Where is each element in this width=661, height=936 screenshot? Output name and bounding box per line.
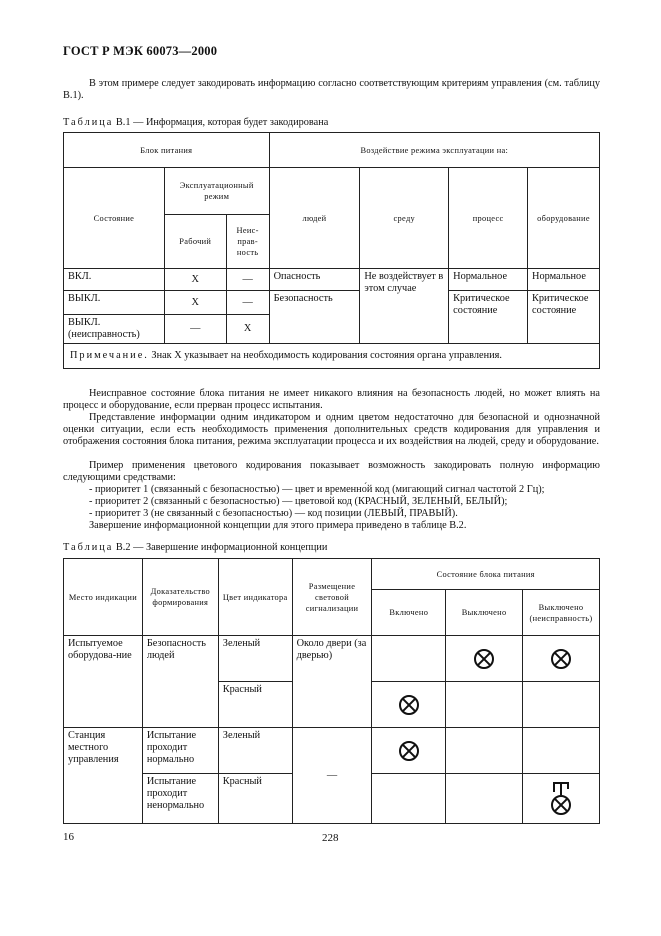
t1-row1-faulty: — <box>226 269 269 291</box>
t1-header-env: среду <box>360 168 449 269</box>
t2-header-proof: Доказательство формирования <box>142 559 218 636</box>
t1-row1-process: Нормальное <box>449 269 528 291</box>
t1-header-power: Блок питания <box>64 133 270 168</box>
t2-r3-off <box>446 728 523 774</box>
t2-r1-off-fault <box>522 636 599 682</box>
priority-item-3: - приоритет 3 (не связанный с безопасностью) — код позиции (ЛЕВЫЙ, ПРАВЫЙ). <box>89 508 458 519</box>
t1-env-merged: Не воздействует в этом случае <box>360 269 449 344</box>
priority-item-2: - приоритет 2 (связанный с безопасностью) — цветовой код (КРАСНЫЙ, ЗЕЛЕНЫЙ, БЕЛЫЙ); <box>89 496 508 507</box>
t2-proof-normal: Испытание проходит нормально <box>142 728 218 774</box>
t1-row3-working: — <box>164 315 226 344</box>
t2-place-station: Станция местного управления <box>64 728 143 824</box>
indicator-lamp-icon <box>550 648 572 670</box>
t1-header-process: процесс <box>449 168 528 269</box>
flashing-lamp-icon <box>548 780 574 818</box>
t2-header-color: Цвет индикатора <box>218 559 292 636</box>
table-b1 <box>63 132 600 369</box>
t1-note <box>64 344 600 369</box>
t1-row3-faulty: X <box>226 315 269 344</box>
t1-header-faulty: Неис-прав-ность <box>226 215 269 269</box>
t2-color-green-2: Зеленый <box>218 728 292 774</box>
t2-header-off-fault: Выключено (неисправность) <box>522 590 599 636</box>
t2-r1-on <box>372 636 446 682</box>
t2-position-door: Около двери (за дверью) <box>292 636 372 728</box>
t2-r3-off-fault <box>522 728 599 774</box>
table2-caption-word: Таблица <box>63 542 114 553</box>
t1-header-working: Рабочий <box>164 215 226 269</box>
t1-row2-people: Безопасность <box>269 291 360 344</box>
t2-header-place: Место индикации <box>64 559 143 636</box>
t2-color-red-1: Красный <box>218 682 292 728</box>
t1-row1-state: ВКЛ. <box>64 269 165 291</box>
table-b2 <box>63 558 600 824</box>
t1-header-mode: Эксплуатационный режим <box>164 168 269 215</box>
t1-row2-equip: Критическое состояние <box>528 291 600 344</box>
table1-caption-text: В.1 — Информация, которая будет закодирована <box>113 117 329 128</box>
t2-header-on: Включено <box>372 590 446 636</box>
t2-color-green-1: Зеленый <box>218 636 292 682</box>
t2-proof-abnormal: Испытание проходит ненормально <box>142 774 218 824</box>
table2-caption <box>63 542 327 553</box>
t1-row2-working: X <box>164 291 226 315</box>
t2-header-position: Размещение световой сигнализации <box>292 559 372 636</box>
t1-row3-state: ВЫКЛ. (неисправность) <box>64 315 165 344</box>
t1-header-state: Состояние <box>64 168 165 269</box>
document-header: ГОСТ Р МЭК 60073—2000 <box>63 44 218 58</box>
t1-row2-process: Критическое состояние <box>449 291 528 344</box>
page-number-center: 228 <box>322 832 339 844</box>
t1-row1-working: X <box>164 269 226 291</box>
t1-header-equip: оборудование <box>528 168 600 269</box>
t2-proof-safety: Безопасность людей <box>142 636 218 728</box>
indicator-lamp-icon <box>398 694 420 716</box>
t1-header-people: людей <box>269 168 360 269</box>
t2-color-red-2: Красный <box>218 774 292 824</box>
t2-r4-off-fault <box>522 774 599 824</box>
t2-r1-off <box>446 636 523 682</box>
t2-r2-on <box>372 682 446 728</box>
indicator-lamp-icon <box>473 648 495 670</box>
t2-r4-on <box>372 774 446 824</box>
t2-place-equipment: Испытуемое оборудова-ние <box>64 636 143 728</box>
t2-header-status: Состояние блока питания <box>372 559 600 590</box>
table1-caption-word: Таблица <box>63 117 114 128</box>
paragraph-4: Пример применения цветового кодирования показывает возможность закодировать полную информацию следующими средствами: <box>63 460 600 483</box>
paragraph-2: Неисправное состояние блока питания не имеет никакого влияния на безопасность людей, но может влиять на процесс и оборудование, если прерван процесс испытания. <box>63 388 600 411</box>
paragraph-3: Представление информации одним индикатором и одним цветом недостаточно для безопасной и однозначной оценки ситуации, если есть необходимость применения дополнительных средств кодирования для управления и отображения состояния блока питания, режима эксплуатации процесса и их воздействия на людей, среду и оборудование. <box>63 412 600 447</box>
t1-note-text: Знак X указывает на необходимость кодирования состояния органа управления. <box>148 350 502 361</box>
t2-header-off: Выключено <box>446 590 523 636</box>
priority-item-1: - приоритет 1 (связанный с безопасностью) — цвет и временно́й код (мигающий сигнал частотой 2 Гц); <box>89 484 545 495</box>
t1-note-word: Примечание. <box>70 350 149 361</box>
intro-paragraph: В этом примере следует закодировать информацию согласно соответствующим критериям управления (см. таблицу В.1). <box>63 78 600 101</box>
t2-r4-off <box>446 774 523 824</box>
t2-r3-on <box>372 728 446 774</box>
t1-header-effect: Воздействие режима эксплуатации на: <box>269 133 599 168</box>
indicator-lamp-icon <box>398 740 420 762</box>
t1-row2-state: ВЫКЛ. <box>64 291 165 315</box>
t2-r2-off-fault <box>522 682 599 728</box>
table2-caption-text: В.2 — Завершение информационной концепции <box>113 542 328 553</box>
t2-position-dash: — <box>292 728 372 824</box>
t1-row1-equip: Нормальное <box>528 269 600 291</box>
page-number-left: 16 <box>63 831 74 843</box>
t2-r2-off <box>446 682 523 728</box>
table1-caption <box>63 117 328 128</box>
t1-row2-faulty: — <box>226 291 269 315</box>
t1-row1-people: Опасность <box>269 269 360 291</box>
paragraph-5: Завершение информационной концепции для этого примера приведено в таблице В.2. <box>89 520 467 531</box>
